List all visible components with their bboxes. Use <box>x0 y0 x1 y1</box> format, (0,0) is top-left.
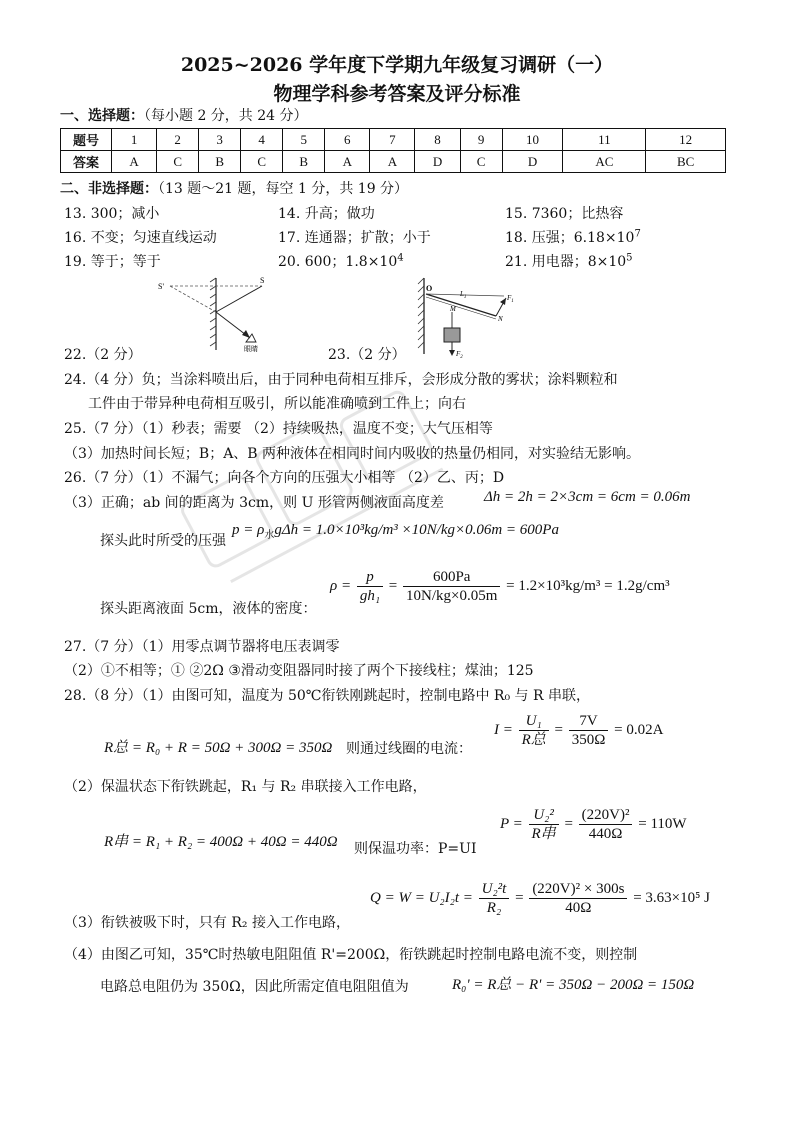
answer-q24-line-2: 工件由于带异种电荷相互吸引，所以能准确喷到工件上；向右 <box>88 396 466 412</box>
mirror-reflection-diagram <box>150 272 280 354</box>
fraction-numerator: p <box>357 568 383 587</box>
answer-q21-text: 21. 用电器；8×10 <box>505 254 627 270</box>
table-cell-number: 5 <box>283 129 325 151</box>
answer-q19: 19. 等于；等于 <box>64 254 161 270</box>
q28-eq5-fraction-1 <box>479 880 510 917</box>
section-1-title: 一、选择题： <box>60 108 144 124</box>
f2-arrow <box>449 350 455 356</box>
table-header-number: 题号 <box>61 129 112 151</box>
q28-eq4-fraction-1 <box>529 806 559 843</box>
fraction-denominator: R总 <box>521 732 546 748</box>
answer-q18 <box>505 227 641 247</box>
table-header-answer: 答案 <box>61 151 112 173</box>
q26-eq3-fraction-1 <box>357 568 383 605</box>
q28-eq2-rhs: = 0.02A <box>614 721 664 738</box>
answer-q26-line-2: （3）正确；ab 间的距离为 3cm，则 U 形管两侧液面高度差 <box>64 495 444 511</box>
q28-equation-power: P = $\frac{\text{U₂²}}{\text{R串}}$ = $\frac{\text{(220V)²}}{440\Omega}$ = 110W <box>500 807 687 842</box>
q28-equation-series-resistance: R串 = R₁ + R₂ = 400Ω + 40Ω = 440Ω <box>104 834 338 850</box>
q26-equation-pressure <box>232 522 559 541</box>
section-2-heading <box>60 178 408 198</box>
f1-label-letter: F <box>507 294 512 302</box>
q28-eq2-equals: = <box>554 721 564 738</box>
fraction-numerator: U₁ <box>519 712 549 731</box>
watermark-graphic <box>168 380 468 600</box>
title-line-2: 物理学科参考答案及评分标准 <box>273 83 521 105</box>
q26-eq2-lhs: p = ρ <box>232 522 265 538</box>
table-cell-answer: D <box>415 151 460 173</box>
q28-equation-fixed-resistor: R₀' = R总 − R' = 350Ω − 200Ω = 150Ω <box>452 977 695 993</box>
q28-eq5-lhs: Q = W = U₂I₂t = <box>370 889 473 906</box>
fraction-numerator: (220V)² <box>579 806 633 825</box>
l1-label <box>459 290 466 300</box>
table-cell-answer: B <box>199 151 241 173</box>
table-cell-number: 3 <box>199 129 241 151</box>
section-2-title: 二、非选择题： <box>60 181 158 197</box>
answer-q26-line-1: 26.（7 分）（1）不漏气；向各个方向的压强大小相等 （2）乙、丙；D <box>64 470 505 486</box>
lever-diagram <box>410 274 520 360</box>
table-cell-answer: BC <box>646 151 726 173</box>
q26-equation-density: ρ = $\frac{p}{\text{gh₁}}$ = $\frac{600Pa}{10N/kg\times 0.05m}$ = 1.2×10³kg/m³ = 1.2g/cm³ <box>330 569 670 604</box>
table-cell-answer: A <box>370 151 415 173</box>
answer-q28-line-2: （2）保温状态下衔铁跳起，R₁ 与 R₂ 串联接入工作电路， <box>64 779 427 795</box>
fraction-denominator: 440Ω <box>588 826 623 842</box>
eye-label: 眼睛 <box>244 345 258 353</box>
wall-hatching <box>418 278 424 348</box>
answer-q22: 22.（2 分） <box>64 347 142 363</box>
table-cell-answer: A <box>325 151 370 173</box>
answer-q26-line-3: 探头此时所受的压强 <box>100 533 226 549</box>
virtual-ray-line <box>170 286 216 312</box>
answer-table-number-row <box>61 129 726 151</box>
o-label: O <box>426 284 433 293</box>
table-cell-number: 12 <box>646 129 726 151</box>
q26-eq3-lhs: ρ = <box>330 577 352 594</box>
answer-q20-exponent: 4 <box>397 252 404 264</box>
answer-q21-exponent: 5 <box>626 252 633 264</box>
answer-q20-text: 20. 600；1.8×10 <box>278 254 398 270</box>
q28-equation-heat: Q = W = U₂I₂t = $\frac{\text{U₂²t}}{\text{R₂}}$ = $\frac{\text{(220V)² × 300s}}{40\Omega}$ = 3.63×10⁵ J <box>370 881 710 916</box>
answer-table-answer-row <box>61 151 726 173</box>
title-line-1: 2025~2026 学年度下学期九年级复习调研（一） <box>180 54 614 76</box>
fraction-denominator: R₂ <box>486 900 502 916</box>
table-cell-answer: D <box>502 151 563 173</box>
q28-text-current: 则通过线圈的电流： <box>346 741 472 757</box>
fraction-denominator: 10N/kg×0.05m <box>406 588 498 604</box>
answer-q21 <box>505 251 633 271</box>
answer-q26-line-4: 探头距离液面 5cm，液体的密度： <box>100 601 317 617</box>
section-1-heading <box>60 105 308 125</box>
q28-eq2-fraction-2 <box>569 712 609 749</box>
fraction-numerator: (220V)² × 300s <box>529 880 627 899</box>
q26-equation-height-diff: Δh = 2h = 2×3cm = 6cm = 0.06m <box>484 489 691 505</box>
f1-label-subscript: 1 <box>511 299 514 304</box>
q28-eq4-lhs: P = <box>500 815 523 832</box>
mirror-hatching <box>210 278 216 346</box>
answer-q28-line-4: （4）由图乙可知，35℃时热敏电阻阻值 R'=200Ω，衔铁跳起时控制电路电流不变，则控制 <box>64 947 638 963</box>
answer-q15: 15. 7360；比热容 <box>505 206 624 222</box>
answer-q23: 23.（2 分） <box>328 347 406 363</box>
fraction-numerator: U₂²t <box>479 880 510 899</box>
table-cell-number: 6 <box>325 129 370 151</box>
s-prime-label: S' <box>158 282 164 291</box>
q28-eq5-fraction-2 <box>529 880 627 917</box>
fraction-numerator: 600Pa <box>403 568 500 587</box>
f2-label <box>455 350 463 360</box>
fraction-denominator: 40Ω <box>565 900 592 916</box>
q26-eq3-rhs: = 1.2×10³kg/m³ = 1.2g/cm³ <box>506 577 670 594</box>
table-cell-answer: B <box>283 151 325 173</box>
table-cell-answer: C <box>157 151 199 173</box>
fraction-denominator: gh₁ <box>359 588 381 604</box>
hanging-block <box>444 328 460 342</box>
l1-label-letter: L <box>460 290 464 298</box>
table-cell-answer: AC <box>563 151 646 173</box>
f2-label-subscript: 2 <box>460 355 463 360</box>
fraction-numerator: 7V <box>569 712 609 731</box>
answer-q25-line-1: 25.（7 分）（1）秒表；需要 （2）持续吸热，温度不变；大气压相等 <box>64 421 493 437</box>
answer-q28-line-5: 电路总电阻仍为 350Ω，因此所需定值电阻阻值为 <box>100 979 409 995</box>
answer-q18-exponent: 7 <box>634 228 641 240</box>
answer-q27-line-2: （2）①不相等；① ②2Ω ③滑动变阻器同时接了两个下接线柱；煤油；125 <box>64 663 534 679</box>
q26-eq2-rhs: gΔh = 1.0×10³kg/m³ ×10N/kg×0.06m = 600Pa <box>274 522 559 538</box>
answer-q20 <box>278 251 404 271</box>
lever-rod-lower <box>426 297 496 319</box>
q28-eq2-lhs: I = <box>494 721 513 738</box>
reflected-ray-arrow <box>242 330 250 338</box>
fraction-denominator: R串 <box>531 826 556 842</box>
table-cell-number: 8 <box>415 129 460 151</box>
s-label: S <box>260 276 265 285</box>
table-cell-number: 10 <box>502 129 563 151</box>
q28-eq4-fraction-2 <box>579 806 633 843</box>
table-cell-number: 1 <box>112 129 157 151</box>
q28-text-power: 则保温功率：P=UI <box>354 841 477 857</box>
section-1-note: （每小题 2 分，共 24 分） <box>144 108 308 124</box>
answer-q13: 13. 300；减小 <box>64 206 160 222</box>
section-2-note: （13 题～21 题，每空 1 分，共 19 分） <box>158 181 409 197</box>
table-cell-answer: C <box>460 151 502 173</box>
q28-eq4-rhs: = 110W <box>638 815 687 832</box>
table-cell-answer: C <box>241 151 283 173</box>
answer-q14: 14. 升高；做功 <box>278 206 375 222</box>
fraction-numerator: U₂² <box>529 806 559 825</box>
q28-eq5-rhs: = 3.63×10⁵ J <box>633 889 710 906</box>
incident-ray <box>216 286 262 312</box>
answer-q24-line-1: 24.（4 分）负；当涂料喷出后，由于同种电荷相互排斥，会形成分散的雾状；涂料颗粒和 <box>64 372 618 388</box>
fraction-denominator: 350Ω <box>571 732 606 748</box>
f1-label <box>506 294 514 304</box>
answer-q28-line-1: 28.（8 分）（1）由图可知，温度为 50℃衔铁刚跳起时，控制电路中 R₀ 与 R 串联， <box>64 688 590 704</box>
table-cell-number: 2 <box>157 129 199 151</box>
m-label: M <box>450 305 456 313</box>
table-cell-number: 9 <box>460 129 502 151</box>
answer-q25-line-2: （3）加热时间长短；B；A、B 两种液体在相同时间内吸收的热量仍相同，对实验结无影响。 <box>64 446 641 462</box>
answer-table <box>60 128 726 173</box>
q28-equation-current <box>494 712 663 749</box>
q26-eq2-subscript: 水 <box>264 530 275 541</box>
table-cell-number: 4 <box>241 129 283 151</box>
answer-q27-line-1: 27.（7 分）（1）用零点调节器将电压表调零 <box>64 639 340 655</box>
table-cell-number: 7 <box>370 129 415 151</box>
answer-q17: 17. 连通器；扩散；小于 <box>278 230 431 246</box>
answer-q28-line-3: （3）衔铁被吸下时，只有 R₂ 接入工作电路， <box>64 915 350 931</box>
f2-label-letter: F <box>456 350 461 358</box>
table-cell-number: 11 <box>563 129 646 151</box>
q28-equation-total-resistance: R总 = R₀ + R = 50Ω + 300Ω = 350Ω <box>104 740 333 756</box>
answer-q18-text: 18. 压强；6.18×10 <box>505 230 635 246</box>
n-label: N <box>498 315 503 323</box>
l1-label-subscript: 1 <box>463 295 467 300</box>
table-cell-answer: A <box>112 151 157 173</box>
answer-q16: 16. 不变；匀速直线运动 <box>64 230 217 246</box>
q26-eq3-fraction-2 <box>403 568 500 605</box>
q28-eq2-fraction-1 <box>519 712 549 749</box>
